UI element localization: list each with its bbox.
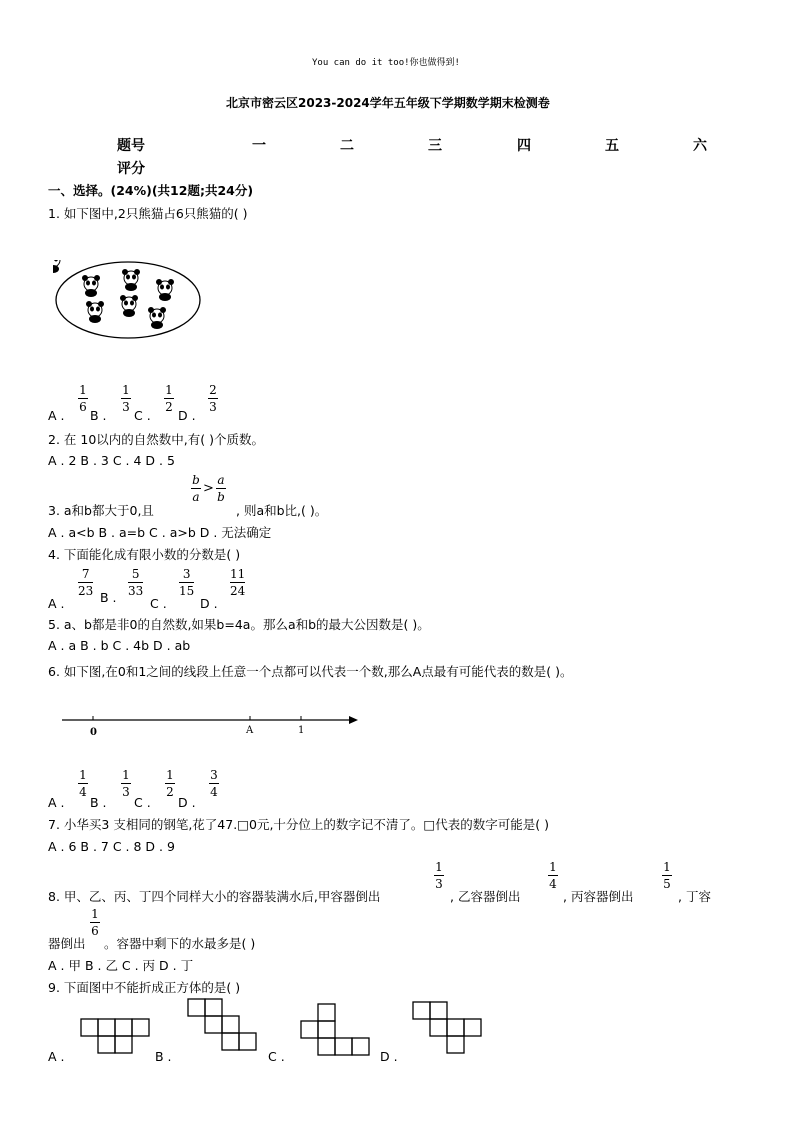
question-8-part-1: 8. 甲、乙、丙、丁四个同样大小的容器装满水后,甲容器倒出: [48, 889, 381, 904]
question-1-frac-c: 1 2: [165, 383, 173, 414]
score-table-col-6: 六: [693, 138, 707, 154]
question-6-frac-b: 1 3: [122, 768, 130, 799]
panda-illustration: [53, 260, 203, 340]
page-header: You can do it too!你也做得到!: [312, 58, 460, 68]
question-7-stem: 7. 小华买3 支相同的钢笔,花了47.□0元,十分位上的数字记不清了。□代表的数字可能是( ): [48, 817, 549, 832]
question-1-option-d[interactable]: D .: [178, 408, 196, 423]
cube-net-c: [300, 1003, 378, 1059]
question-6-option-b[interactable]: B .: [90, 795, 107, 810]
number-line-label-1: 1: [298, 725, 305, 736]
number-line-label-0: 0: [90, 727, 97, 738]
score-table-col-2: 二: [340, 138, 354, 154]
question-2-options[interactable]: A . 2 B . 3 C . 4 D . 5: [48, 453, 175, 468]
question-2-stem: 2. 在 10以内的自然数中,有( )个质数。: [48, 432, 264, 447]
cube-net-b: [187, 998, 259, 1054]
question-3-frac-left: b a: [192, 473, 200, 504]
question-3-gt: >: [203, 481, 214, 496]
question-9-option-a[interactable]: A .: [48, 1049, 65, 1064]
question-5-options[interactable]: A . a B . b C . 4b D . ab: [48, 638, 191, 653]
cube-net-a: [80, 1017, 152, 1055]
question-1-frac-d: 2 3: [209, 383, 217, 414]
question-8-frac-4: 1 6: [91, 907, 99, 938]
question-1-frac-a: 1 6: [79, 383, 87, 414]
question-4-frac-d: 11 24: [230, 567, 246, 598]
question-1-option-a[interactable]: A .: [48, 408, 65, 423]
question-6-option-d[interactable]: D .: [178, 795, 196, 810]
question-4-option-b[interactable]: B .: [100, 590, 117, 605]
question-6-frac-d: 3 4: [210, 768, 218, 799]
question-8-frac-2: 1 4: [549, 860, 557, 891]
score-table-col-5: 五: [605, 138, 619, 154]
question-8-part-4: , 丁容: [678, 889, 711, 904]
question-4-option-d[interactable]: D .: [200, 596, 218, 611]
question-6-stem: 6. 如下图,在0和1之间的线段上任意一个点都可以代表一个数,那么A点最有可能代表的数是( )。: [48, 664, 573, 679]
question-8-frac-3: 1 5: [663, 860, 671, 891]
number-line: [60, 710, 370, 740]
question-6-option-a[interactable]: A .: [48, 795, 65, 810]
question-8-options[interactable]: A . 甲 B . 乙 C . 丙 D . 丁: [48, 958, 194, 973]
section-title: 一、选择。(24%)(共12题;共24分): [48, 183, 254, 198]
question-4-frac-c: 3 15: [179, 567, 195, 598]
question-8-frac-1: 1 3: [435, 860, 443, 891]
question-3-options[interactable]: A . a<b B . a=b C . a>b D . 无法确定: [48, 525, 272, 540]
score-table-col-3: 三: [428, 138, 442, 154]
page-title: 北京市密云区2023-2024学年五年级下学期数学期末检测卷: [226, 96, 550, 110]
question-8-part-3: , 丙容器倒出: [563, 889, 634, 904]
question-1-option-c[interactable]: C .: [134, 408, 151, 423]
score-table-label-number: 题号: [117, 138, 145, 154]
question-8-part-2: , 乙容器倒出: [450, 889, 521, 904]
cube-net-d: [412, 1001, 490, 1057]
question-1-option-b[interactable]: B .: [90, 408, 107, 423]
question-9-option-d[interactable]: D .: [380, 1049, 398, 1064]
score-table-label-score: 评分: [117, 161, 145, 177]
question-7-options[interactable]: A . 6 B . 7 C . 8 D . 9: [48, 839, 175, 854]
question-4-stem: 4. 下面能化成有限小数的分数是( ): [48, 547, 241, 562]
question-4-option-a[interactable]: A .: [48, 596, 65, 611]
question-3-frac-right: a b: [217, 473, 225, 504]
question-8-part-6: 。容器中剩下的水最多是( ): [104, 936, 256, 951]
question-6-frac-a: 1 4: [79, 768, 87, 799]
question-6-option-c[interactable]: C .: [134, 795, 151, 810]
question-4-option-c[interactable]: C .: [150, 596, 167, 611]
question-9-option-b[interactable]: B .: [155, 1049, 172, 1064]
question-9-stem: 9. 下面图中不能折成正方体的是( ): [48, 980, 241, 995]
question-4-frac-b: 5 33: [128, 567, 144, 598]
question-1-stem: 1. 如下图中,2只熊猫占6只熊猫的( ): [48, 206, 248, 221]
question-1-frac-b: 1 3: [122, 383, 130, 414]
question-3-stem-a: 3. a和b都大于0,且: [48, 503, 154, 518]
question-8-part-5: 器倒出: [48, 936, 86, 951]
number-line-label-a: A: [246, 725, 254, 736]
question-3-stem-b: , 则a和b比,( )。: [236, 503, 328, 518]
question-6-frac-c: 1 2: [166, 768, 174, 799]
score-table-col-4: 四: [517, 138, 531, 154]
question-5-stem: 5. a、b都是非0的自然数,如果b=4a。那么a和b的最大公因数是( )。: [48, 617, 430, 632]
question-9-option-c[interactable]: C .: [268, 1049, 285, 1064]
question-4-frac-a: 7 23: [78, 567, 94, 598]
score-table-col-1: 一: [252, 138, 266, 154]
